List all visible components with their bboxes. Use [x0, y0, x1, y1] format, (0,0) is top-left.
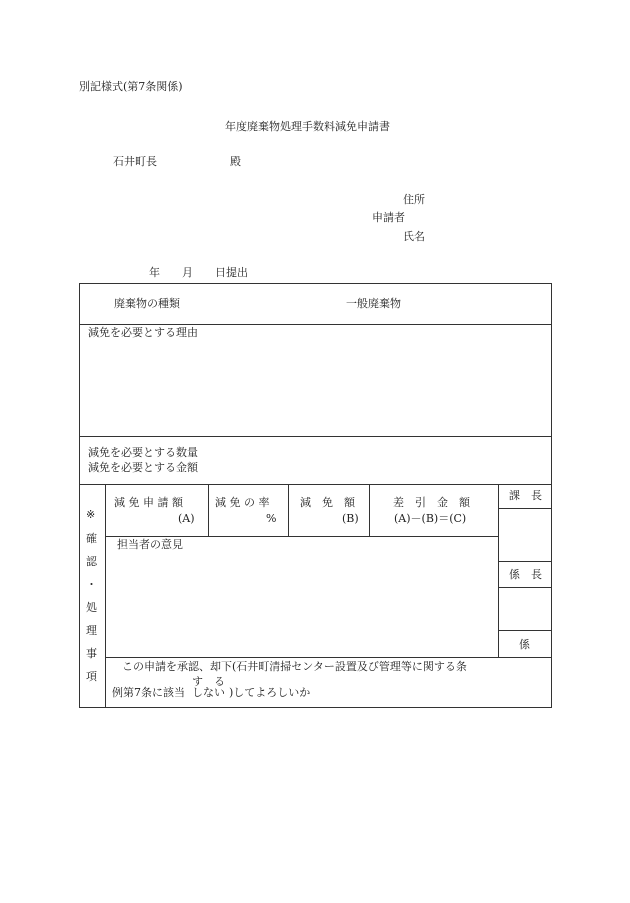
office-use-char: ・	[86, 578, 97, 591]
addressee: 石井町長	[113, 155, 157, 168]
net-amount-formula: (A)－(B)＝(C)	[394, 512, 467, 525]
staff-label: 係	[519, 638, 530, 651]
submission-date: 年 月 日提出	[149, 266, 248, 279]
choice-no: しない	[192, 686, 225, 699]
exemption-rate-header: 減 免 の 率	[215, 496, 270, 509]
waste-type-label: 廃棄物の種類	[114, 297, 180, 310]
name-label: 氏名	[403, 230, 425, 243]
address-label: 住所	[403, 193, 425, 206]
waste-type-value: 一般廃棄物	[346, 297, 401, 310]
approval-statement-line1: この申請を承認、却下(石井町清掃センター設置及び管理等に関する条	[122, 660, 467, 673]
form-reference: 別記様式(第7条関係)	[79, 80, 183, 93]
office-use-char: 処	[86, 601, 97, 614]
honorific: 殿	[230, 155, 241, 168]
office-use-char: 確	[86, 532, 97, 545]
office-use-char: 項	[86, 670, 97, 683]
requested-amount-header: 減 免 申 請 額	[114, 496, 183, 509]
approval-statement-suffix: )してよろしいか	[229, 686, 311, 699]
quantity-label: 減免を必要とする数量	[88, 446, 198, 459]
applicant-label: 申請者	[372, 211, 405, 224]
exemption-rate-unit: %	[266, 512, 277, 525]
exemption-amount-unit: (B)	[342, 512, 359, 525]
exemption-amount-header: 減 免 額	[300, 496, 355, 509]
reason-label: 減免を必要とする理由	[88, 326, 198, 339]
choice-yes: す る	[192, 675, 225, 688]
document-title: 年度廃棄物処理手数料減免申請書	[225, 120, 390, 133]
subsection-chief-label: 係 長	[509, 568, 542, 581]
amount-label: 減免を必要とする金額	[88, 461, 198, 474]
approval-statement-prefix: 例第7条に該当	[112, 686, 185, 699]
section-chief-label: 課 長	[509, 489, 542, 502]
office-use-char: 理	[86, 624, 97, 637]
office-use-char: ※	[86, 508, 96, 521]
net-amount-header: 差 引 金 額	[393, 496, 470, 509]
office-use-char: 事	[86, 647, 97, 660]
choice-stack	[192, 676, 225, 698]
requested-amount-unit: (A)	[178, 512, 195, 525]
office-use-char: 認	[86, 555, 97, 568]
staff-opinion-label: 担当者の意見	[117, 538, 183, 551]
